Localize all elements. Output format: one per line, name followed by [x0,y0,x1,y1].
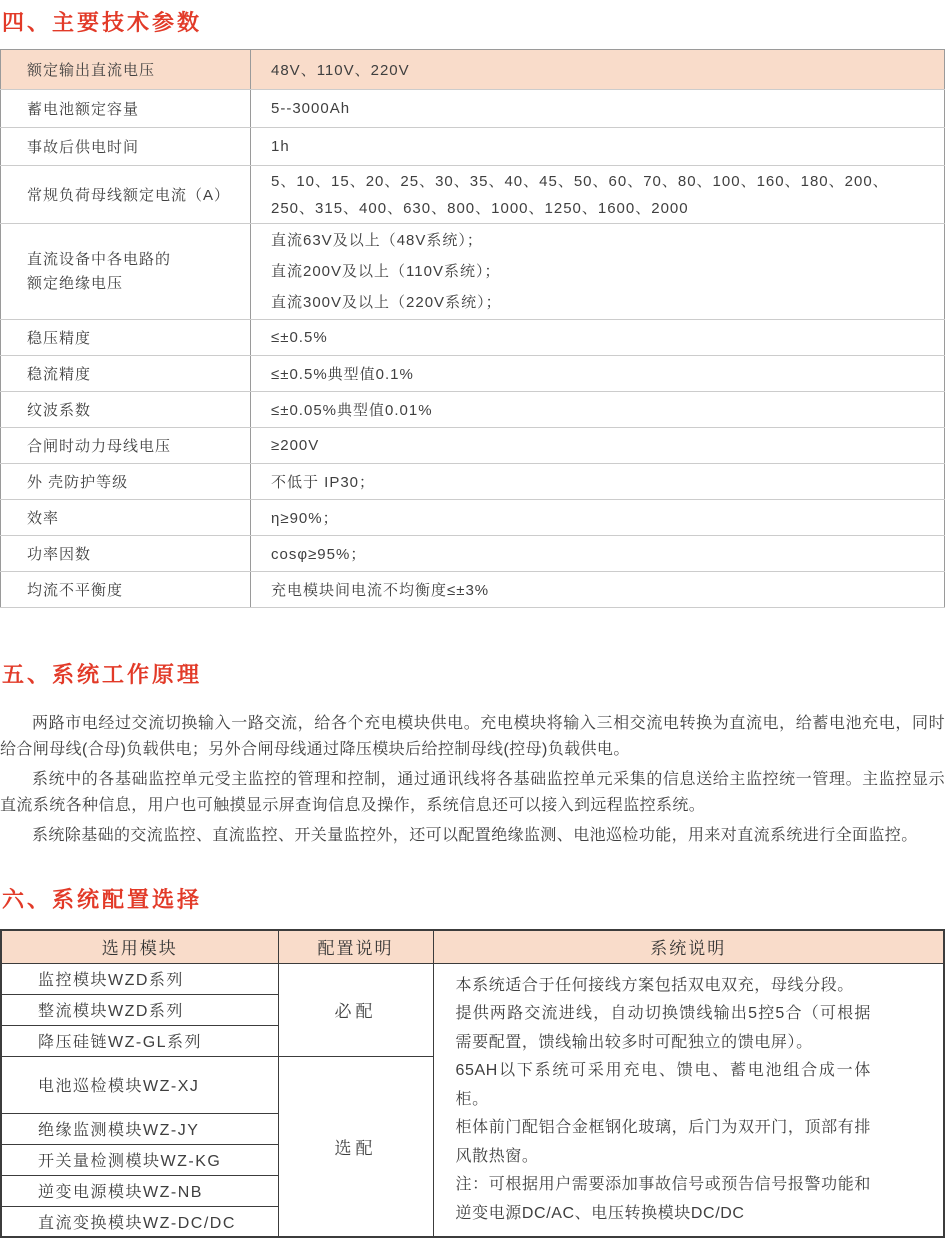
param-value: 48V、110V、220V [251,50,945,90]
column-header-config: 配置说明 [278,930,433,963]
param-label-line: 额定绝缘电压 [27,274,124,292]
description-line: 柜体前门配铝合金框钢化玻璃，后门为双开门，顶部有排风散热窗。 [455,1119,871,1165]
working-principle-text [0,711,945,849]
table-row [1,50,945,90]
description-line: 提供两路交流进线，自动切换馈线输出5控5合（可根据需要配置，馈线输出较多时可配独立的馈电屏）。 [455,1005,871,1051]
param-value: 5、10、15、20、25、30、35、40、45、50、60、70、80、100、160、180、200、250、315、400、630、800、1000、1250、1600、2000 [251,166,945,224]
table-row [1,128,945,166]
param-label: 常规负荷母线额定电流（A） [1,166,251,224]
param-label: 效率 [1,500,251,536]
param-value: ≤±0.5%典型值0.1% [251,356,945,392]
param-value: 充电模块间电流不均衡度≤±3% [251,572,945,608]
param-value: 5--3000Ah [251,90,945,128]
param-label: 外 壳防护等级 [1,464,251,500]
param-value: ≥200V [251,428,945,464]
config-type-optional-cell: 选配 [278,1056,433,1237]
table-row [1,963,944,994]
table-row [1,356,945,392]
section-5-heading: 五、系统工作原理 [2,662,203,687]
param-value: 不低于 IP30； [251,464,945,500]
module-cell: 直流变换模块WZ-DC/DC [1,1206,278,1237]
param-value: η≥90%； [251,500,945,536]
section-4-heading: 四、主要技术参数 [2,10,203,35]
module-cell: 电池巡检模块WZ-XJ [1,1056,278,1113]
param-label: 均流不平衡度 [1,572,251,608]
param-value: cosφ≥95%； [251,536,945,572]
param-label: 稳压精度 [1,320,251,356]
module-cell: 逆变电源模块WZ-NB [1,1175,278,1206]
table-row [1,572,945,608]
param-value-line: 直流63V及以上（48V系统）； [271,232,483,249]
system-description-cell [433,963,944,1237]
paragraph: 系统中的各基础监控单元受主监控的管理和控制，通过通讯线将各基础监控单元采集的信息送给主监控统一管理。主监控显示直流系统各种信息，用户也可触摸显示屏查询信息及操作，系统信息还可以接入到远程监控系统。 [0,771,945,814]
param-label: 事故后供电时间 [1,128,251,166]
config-type-required-cell: 必配 [278,963,433,1056]
tech-params-table [0,49,945,608]
param-value: 1h [251,128,945,166]
param-value: ≤±0.05%典型值0.01% [251,392,945,428]
table-row [1,500,945,536]
param-label: 蓄电池额定容量 [1,90,251,128]
param-label: 合闸时动力母线电压 [1,428,251,464]
param-value-line: 直流300V及以上（220V系统）； [271,294,502,311]
description-line: 注：可根据用户需要添加事故信号或预告信号报警功能和逆变电源DC/AC、电压转换模块DC/DC [455,1176,871,1222]
module-cell: 开关量检测模块WZ-KG [1,1144,278,1175]
param-label: 额定输出直流电压 [1,50,251,90]
paragraph: 两路市电经过交流切换输入一路交流，给各个充电模块供电。充电模块将输入三相交流电转换为直流电，给蓄电池充电，同时给合闸母线(合母)负载供电；另外合闸母线通过降压模块后给控制母线(控母)负载供电。 [0,715,945,758]
param-label-line: 直流设备中各电路的 [27,250,172,268]
param-label: 纹波系数 [1,392,251,428]
paragraph: 系统除基础的交流监控、直流监控、开关量监控外，还可以配置绝缘监测、电池巡检功能，用来对直流系统进行全面监控。 [32,827,918,844]
column-header-system: 系统说明 [433,930,944,963]
param-value [251,224,945,320]
table-row [1,320,945,356]
module-cell: 降压硅链WZ-GL系列 [1,1025,278,1056]
section-6-heading: 六、系统配置选择 [2,887,203,912]
param-label: 稳流精度 [1,356,251,392]
param-value-line: 直流200V及以上（110V系统）； [271,263,501,280]
module-cell: 绝缘监测模块WZ-JY [1,1113,278,1144]
table-row [1,166,945,224]
table-row [1,392,945,428]
table-row [1,428,945,464]
description-line: 本系统适合于任何接线方案包括双电双充，母线分段。 [455,976,854,994]
table-row [1,224,945,320]
config-table [0,929,945,1238]
module-cell: 整流模块WZD系列 [1,994,278,1025]
param-label [1,224,251,320]
param-label: 功率因数 [1,536,251,572]
column-header-module: 选用模块 [1,930,278,963]
table-row [1,90,945,128]
description-line: 65AH以下系统可采用充电、馈电、蓄电池组合成一体柜。 [455,1062,871,1108]
table-row [1,536,945,572]
table-row [1,464,945,500]
param-value: ≤±0.5% [251,320,945,356]
table-header-row [1,930,944,963]
module-cell: 监控模块WZD系列 [1,963,278,994]
